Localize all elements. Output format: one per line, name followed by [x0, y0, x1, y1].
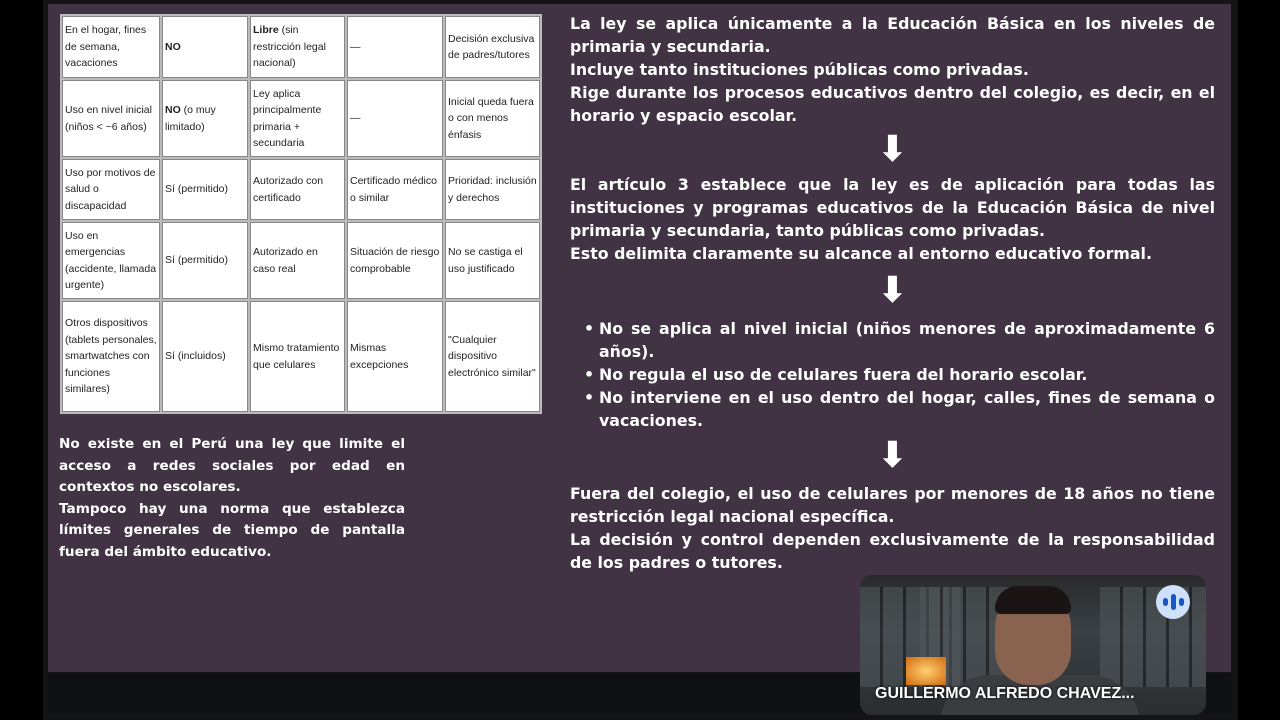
- table-cell: No se castiga el uso justificado: [445, 222, 540, 299]
- table-cell: —: [347, 80, 443, 157]
- table-cell: Prioridad: inclusión y derechos: [445, 159, 540, 220]
- table-cell: Situación de riesgo comprobable: [347, 222, 443, 299]
- table-cell: Mismas excepciones: [347, 301, 443, 412]
- list-item: • No se aplica al nivel inicial (niños menores de aproximadamente 6 años).: [584, 317, 1215, 363]
- table-cell: Sí (incluidos): [162, 301, 248, 412]
- text-line: Incluye tanto instituciones públicas como privadas.: [570, 60, 1029, 79]
- table-cell: NO (o muy limitado): [162, 80, 248, 157]
- table-cell: Libre (sin restricción legal nacional): [250, 16, 345, 78]
- participant-hair: [995, 586, 1071, 614]
- table-cell: Ley aplica principalmente primaria + secundaria: [250, 80, 345, 157]
- down-arrow-icon: ⬇: [877, 270, 908, 311]
- fireplace: [906, 657, 946, 685]
- table-row: [62, 301, 540, 412]
- speaking-indicator-icon: [1156, 585, 1190, 619]
- text-line: La ley se aplica únicamente a la Educación Básica en los niveles de primaria y secundaria.: [570, 14, 1215, 56]
- table-cell: Uso en emergencias (accidente, llamada urgente): [62, 222, 160, 299]
- table-cell: Mismo tratamiento que celulares: [250, 301, 345, 412]
- list-item: • No interviene en el uso dentro del hogar, calles, fines de semana o vacaciones.: [584, 386, 1215, 432]
- text-line: Fuera del colegio, el uso de celulares por menores de 18 años no tiene restricción legal nacional específica.: [570, 484, 1215, 526]
- table-cell: Decisión exclusiva de padres/tutores: [445, 16, 540, 78]
- table-row: [62, 159, 540, 220]
- outside-school-block: [570, 482, 1215, 574]
- table-cell: Sí (permitido): [162, 159, 248, 220]
- text-line: Rige durante los procesos educativos dentro del colegio, es decir, en el horario y espacio escolar.: [570, 83, 1215, 125]
- note-paragraph: Tampoco hay una norma que establezca límites generales de tiempo de pantalla fuera del ámbito educativo.: [59, 500, 405, 560]
- table-cell: Sí (permitido): [162, 222, 248, 299]
- table-cell: Certificado médico o similar: [347, 159, 443, 220]
- explanation-panel: [570, 12, 1215, 574]
- down-arrow-icon: ⬇: [877, 129, 908, 170]
- left-note: [59, 434, 405, 563]
- table-cell: Uso en nivel inicial (niños < ~6 años): [62, 80, 160, 157]
- scope-block: [570, 12, 1215, 127]
- rules-table: [60, 14, 542, 414]
- text-line: La decisión y control dependen exclusivamente de la responsabilidad de los padres o tutores.: [570, 530, 1215, 572]
- table-cell: Otros dispositivos (tablets personales, smartwatches con funciones similares): [62, 301, 160, 412]
- text-line: El artículo 3 establece que la ley es de aplicación para todas las instituciones y programas educativos de la Educación Básica de nivel primaria y secundaria, tanto públicas como privadas.: [570, 175, 1215, 240]
- table-cell: Autorizado en caso real: [250, 222, 345, 299]
- down-arrow-icon: ⬇: [877, 435, 908, 476]
- table-cell: NO: [162, 16, 248, 78]
- table-row: [62, 222, 540, 299]
- table-cell: Uso por motivos de salud o discapacidad: [62, 159, 160, 220]
- participant-name: GUILLERMO ALFREDO CHAVEZ...: [875, 685, 1135, 702]
- table-cell: En el hogar, fines de semana, vacaciones: [62, 16, 160, 78]
- table-cell: —: [347, 16, 443, 78]
- note-paragraph: No existe en el Perú una ley que limite el acceso a redes sociales por edad en contextos no escolares.: [59, 436, 405, 495]
- participant-video-tile[interactable]: [860, 575, 1206, 715]
- list-item: • No regula el uso de celulares fuera del horario escolar.: [584, 363, 1215, 386]
- table-cell: "Cualquier dispositivo electrónico similar": [445, 301, 540, 412]
- background-window: [1100, 587, 1206, 687]
- table-row: [62, 80, 540, 157]
- table-cell: Autorizado con certificado: [250, 159, 345, 220]
- table-cell: Inicial queda fuera o con menos énfasis: [445, 80, 540, 157]
- limits-list: [584, 317, 1215, 432]
- table-row: [62, 16, 540, 78]
- article-block: [570, 173, 1215, 265]
- text-line: Esto delimita claramente su alcance al entorno educativo formal.: [570, 244, 1152, 263]
